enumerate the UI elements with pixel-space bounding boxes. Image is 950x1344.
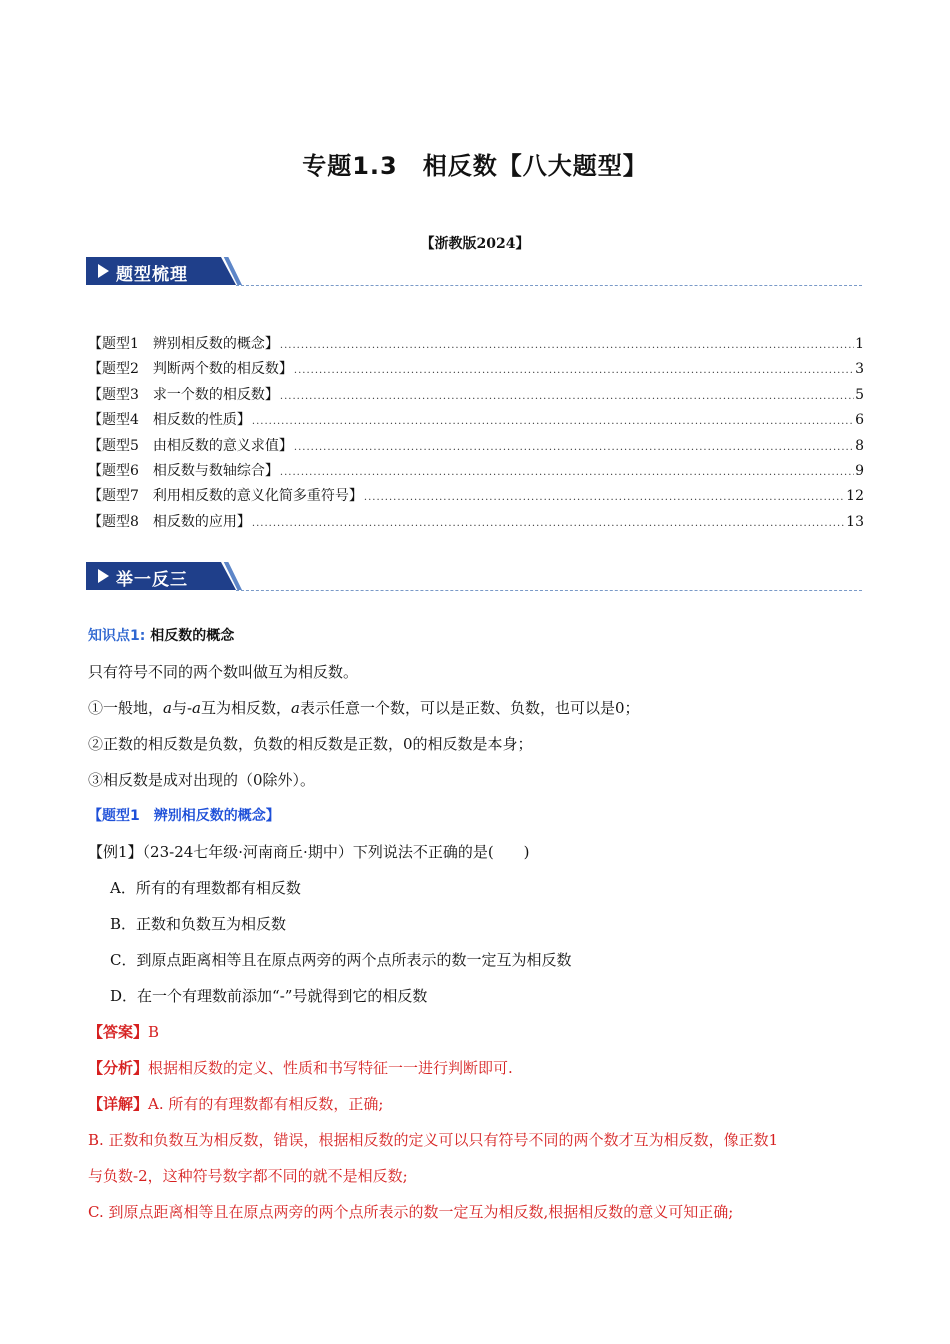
- toc-entry[interactable]: 【题型6 相反数与数轴综合】 ..... 9: [88, 460, 864, 485]
- detail-line-a: 【详解】A. 所有的有理数都有相反数，正确;: [88, 1095, 384, 1113]
- toc-entry[interactable]: 【题型4 相反数的性质】 ..... 6: [88, 409, 864, 434]
- dashed-divider: [236, 590, 862, 591]
- detail-line-c: C. 到原点距离相等且在原点两旁的两个点所表示的数一定互为相反数,根据相反数的意义可知正确;: [88, 1203, 734, 1221]
- toc-entry[interactable]: 【题型2 判断两个数的相反数】 ..... 3: [88, 358, 864, 383]
- option-c: C．到原点距离相等且在原点两旁的两个点所表示的数一定互为相反数: [110, 951, 572, 969]
- option-a: A．所有的有理数都有相反数: [110, 879, 301, 897]
- point-3: ③相反数是成对出现的（0除外）。: [88, 771, 316, 789]
- definition-text: 只有符号不同的两个数叫做互为相反数。: [88, 663, 359, 681]
- banner-label: 举一反三: [116, 570, 188, 590]
- page-title: 专题1.3 相反数【八大题型】: [302, 152, 648, 180]
- detail-line-b1: B. 正数和负数互为相反数，错误，根据相反数的定义可以只有符号不同的两个数才互为相反数，像正数1: [88, 1131, 779, 1149]
- toc-entry[interactable]: 【题型1 辨别相反数的概念】 ..... 1: [88, 333, 864, 358]
- analysis-line: 【分析】根据相反数的定义、性质和书写特征一一进行判断即可.: [88, 1059, 513, 1077]
- example-question: 【例1】（23-24七年级·河南商丘·期中）下列说法不正确的是( ): [88, 843, 530, 861]
- toc-entry[interactable]: 【题型8 相反数的应用】 ..... 13: [88, 511, 864, 536]
- point-2: ②正数的相反数是负数，负数的相反数是正数，0的相反数是本身；: [88, 735, 533, 753]
- dashed-divider: [236, 285, 862, 286]
- toc-entry[interactable]: 【题型7 利用相反数的意义化简多重符号】 ..... 12: [88, 485, 864, 510]
- toc-entry[interactable]: 【题型3 求一个数的相反数】 ..... 5: [88, 384, 864, 409]
- table-of-contents: [88, 333, 864, 536]
- detail-line-b2: 与负数-2，这种符号数字都不同的就不是相反数;: [88, 1167, 408, 1185]
- answer-line: 【答案】B: [88, 1023, 160, 1041]
- page-subtitle: 【浙教版2024】: [420, 236, 530, 252]
- main-content: [88, 624, 864, 1236]
- knowledge-point-heading: 知识点1: 相反数的概念: [88, 628, 235, 644]
- banner-label: 题型梳理: [116, 265, 188, 285]
- play-arrow-icon: [98, 264, 109, 278]
- play-arrow-icon: [98, 569, 109, 583]
- section-banner-types: [86, 257, 862, 287]
- option-d: D．在一个有理数前添加“-”号就得到它的相反数: [110, 987, 428, 1005]
- toc-entry[interactable]: 【题型5 由相反数的意义求值】 ..... 8: [88, 435, 864, 460]
- section-heading-type1: 【题型1 辨别相反数的概念】: [88, 808, 280, 824]
- point-1: ①一般地，a与-a互为相反数，a表示任意一个数，可以是正数、负数，也可以是0；: [88, 699, 640, 717]
- section-banner-practice: [86, 562, 862, 592]
- option-b: B．正数和负数互为相反数: [110, 915, 287, 933]
